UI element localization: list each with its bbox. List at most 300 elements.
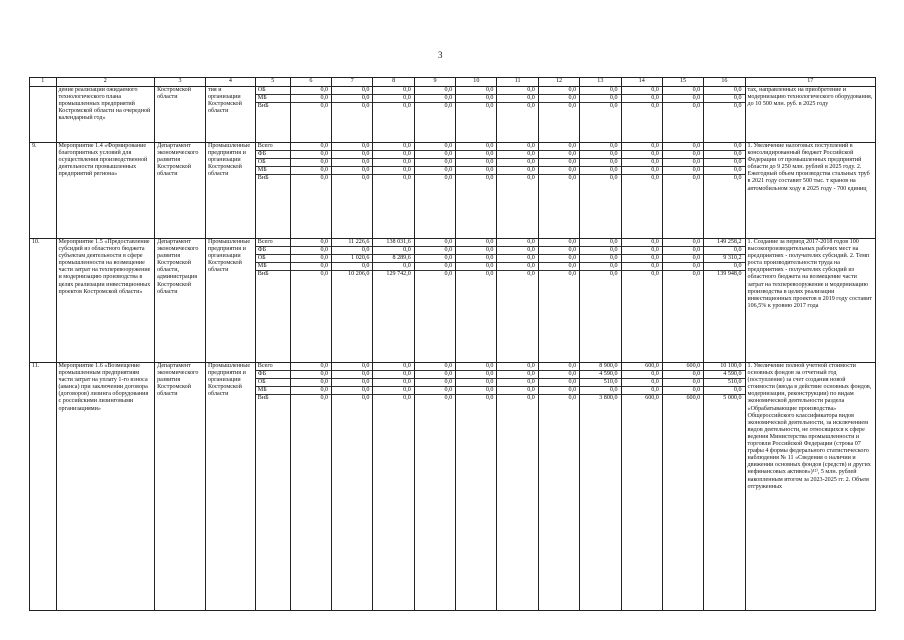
funding-source-label: ОБ — [256, 379, 290, 387]
value: 0,0 — [568, 395, 577, 401]
value: 0,0 — [361, 395, 370, 401]
value: 0,0 — [622, 159, 662, 167]
funding-source-label: ОБ — [256, 255, 290, 263]
header-cell: 1 — [30, 78, 57, 87]
value-cell — [414, 87, 455, 143]
header-cell: 16 — [704, 78, 745, 87]
funding-source-label: ВнБ — [257, 271, 269, 277]
value-cell — [580, 363, 621, 611]
value: 0,0 — [704, 167, 744, 175]
value: 139 948,0 — [717, 271, 742, 277]
value: 10 206,0 — [348, 271, 370, 277]
value: 10 100,0 — [704, 363, 744, 371]
value-cell — [373, 363, 414, 611]
value: 0,0 — [291, 387, 331, 395]
value-cell — [621, 87, 662, 143]
value: 0,0 — [403, 103, 411, 109]
value: 0,0 — [568, 103, 577, 109]
expected-result: 1. Увеличение полной учетной стоимости основных фондов за отчетный год (поступление) за счет создания новой стоимости (ввода в действие основных фондов, модернизации, реконструкции) по видам экономической деятельности раздела «Обрабатывающие производства» Общероссийского классификатора видов экономической деятельности, за исключением видов деятельности, не относящихся к сфере ведения Министерства промышленности и торговли Российской Федерации (строка 07 графы 4 формы федерального статистического наблюдения № 11 «Сведения о наличии и движении основных фондов (средств) и других нефинансовых активов»)¹²⁾, 5 млн. рублей накопленным итогом за 2023-2025 гг. 2. Объем отгруженных — [745, 363, 875, 611]
value: 0,0 — [580, 159, 620, 167]
value-cell — [456, 239, 497, 363]
value-cell — [621, 143, 662, 239]
value: 0,0 — [539, 371, 579, 379]
value: 0,0 — [539, 255, 579, 263]
value: 0,0 — [527, 175, 535, 181]
value: 0,0 — [332, 363, 372, 371]
value: 8 289,6 — [373, 255, 413, 263]
value: 0,0 — [733, 175, 742, 181]
value-cell — [704, 239, 745, 363]
value: 0,0 — [415, 239, 455, 247]
value: 0,0 — [444, 103, 453, 109]
value: 0,0 — [580, 387, 620, 395]
header-cell: 7 — [332, 78, 373, 87]
value: 0,0 — [444, 175, 453, 181]
value-cell — [290, 143, 331, 239]
value-cell — [414, 239, 455, 363]
value: 0,0 — [415, 379, 455, 387]
value: 0,0 — [332, 159, 372, 167]
value: 0,0 — [291, 151, 331, 159]
value: 9 310,2 — [704, 255, 744, 263]
funding-source-label: МБ — [256, 95, 290, 103]
value: 0,0 — [415, 167, 455, 175]
value: 0,0 — [332, 371, 372, 379]
value: 0,0 — [609, 271, 618, 277]
funding-source-label: ОБ — [256, 87, 290, 95]
value: 0,0 — [539, 363, 579, 371]
value: 0,0 — [485, 395, 494, 401]
value: 0,0 — [291, 143, 331, 151]
value: 0,0 — [456, 371, 496, 379]
value: 0,0 — [332, 95, 372, 103]
value: 0,0 — [456, 247, 496, 255]
value-cell — [538, 87, 579, 143]
header-cell: 10 — [456, 78, 497, 87]
value: 0,0 — [497, 247, 537, 255]
value: 0,0 — [651, 103, 659, 109]
value: 149 258,2 — [704, 239, 744, 247]
funding-source-label: ВнБ — [257, 395, 269, 401]
value: 0,0 — [663, 263, 703, 271]
value: 0,0 — [622, 255, 662, 263]
value: 0,0 — [580, 87, 620, 95]
value-cell — [497, 239, 538, 363]
value: 0,0 — [663, 387, 703, 395]
value: 0,0 — [373, 143, 413, 151]
event-name: дение реализации ожидаемого технологического плана промышленных предприятий Костромской области на очередной календарный год» — [56, 87, 155, 143]
event-name: Мероприятие 1.4 «Формирование благоприятных условий для осуществления производственной деятельности промышленных предприятий региона» — [56, 143, 155, 239]
funding-sources — [255, 363, 290, 611]
funding-source-label: МБ — [256, 387, 290, 395]
value-cell — [332, 87, 373, 143]
value: 0,0 — [622, 143, 662, 151]
value: 0,0 — [291, 263, 331, 271]
header-cell: 2 — [56, 78, 155, 87]
value: 0,0 — [622, 371, 662, 379]
header-cell: 13 — [580, 78, 621, 87]
executor: Департамент экономического развития Костромской области — [155, 363, 206, 611]
value: 0,0 — [497, 151, 537, 159]
value-cell — [621, 239, 662, 363]
value: 0,0 — [622, 263, 662, 271]
value: 0,0 — [704, 159, 744, 167]
value: 0,0 — [539, 167, 579, 175]
value: 0,0 — [456, 263, 496, 271]
value: 8 900,0 — [580, 363, 620, 371]
value: 0,0 — [456, 363, 496, 371]
value: 1 020,6 — [332, 255, 372, 263]
value: 0,0 — [539, 239, 579, 247]
value: 0,0 — [415, 363, 455, 371]
value: 0,0 — [527, 103, 535, 109]
value: 0,0 — [373, 387, 413, 395]
value: 0,0 — [692, 175, 701, 181]
value: 0,0 — [373, 363, 413, 371]
value: 0,0 — [663, 151, 703, 159]
value-cell — [580, 143, 621, 239]
funding-source-label: ВнБ — [257, 175, 269, 181]
value: 0,0 — [733, 103, 742, 109]
value: 0,0 — [663, 239, 703, 247]
header-cell: 11 — [497, 78, 538, 87]
value: 0,0 — [444, 271, 453, 277]
value-cell — [290, 87, 331, 143]
value: 0,0 — [568, 271, 577, 277]
value-cell — [332, 143, 373, 239]
value: 600,0 — [663, 363, 703, 371]
value: 0,0 — [663, 255, 703, 263]
value: 0,0 — [332, 87, 372, 95]
value: 0,0 — [291, 87, 331, 95]
value-cell — [662, 363, 703, 611]
executor: Департамент экономического развития Костромской области — [155, 143, 206, 239]
header-cell: 9 — [414, 78, 455, 87]
value: 0,0 — [444, 395, 453, 401]
value-cell — [497, 87, 538, 143]
value: 3 800,0 — [599, 395, 618, 401]
value: 0,0 — [539, 247, 579, 255]
table-row — [30, 363, 876, 611]
header-row — [30, 78, 876, 87]
value: 0,0 — [497, 371, 537, 379]
value-cell — [332, 363, 373, 611]
value: 0,0 — [580, 143, 620, 151]
value: 0,0 — [622, 151, 662, 159]
value-cell — [538, 363, 579, 611]
value-cell — [456, 363, 497, 611]
value: 0,0 — [332, 263, 372, 271]
value: 0,0 — [692, 103, 701, 109]
value: 0,0 — [291, 167, 331, 175]
value: 0,0 — [456, 387, 496, 395]
value: 0,0 — [415, 143, 455, 151]
value: 0,0 — [704, 151, 744, 159]
value: 0,0 — [373, 247, 413, 255]
value-cell — [414, 363, 455, 611]
value: 0,0 — [497, 143, 537, 151]
value: 0,0 — [580, 263, 620, 271]
value-cell — [373, 87, 414, 143]
value: 0,0 — [539, 263, 579, 271]
value: 0,0 — [704, 143, 744, 151]
value: 0,0 — [580, 255, 620, 263]
value-cell — [373, 143, 414, 239]
value: 0,0 — [580, 167, 620, 175]
value-cell — [332, 239, 373, 363]
value: 0,0 — [332, 143, 372, 151]
expected-result: 1. Создание за период 2017-2018 годов 100 высокопроизводительных рабочих мест на предприятиях - получателях субсидий. 2. Темп роста производительности труда на предприятиях - получателях субсидий из областного бюджета на возмещение части затрат на техперевооружение и модернизацию производства в целях реализации инвестиционных проектов в 2019 году составит 106,5% к уровню 2017 года — [745, 239, 875, 363]
value: 0,0 — [663, 87, 703, 95]
participant: тия и организации Костромской области — [205, 87, 255, 143]
page-number: 3 — [438, 50, 443, 60]
value: 0,0 — [663, 247, 703, 255]
value: 0,0 — [539, 151, 579, 159]
value: 0,0 — [485, 175, 494, 181]
value: 0,0 — [291, 247, 331, 255]
header-cell: 5 — [255, 78, 290, 87]
value-cell — [538, 239, 579, 363]
value-cell — [662, 239, 703, 363]
value: 0,0 — [622, 87, 662, 95]
value: 0,0 — [622, 95, 662, 103]
value: 4 590,0 — [580, 371, 620, 379]
value-cell — [456, 143, 497, 239]
value: 0,0 — [291, 371, 331, 379]
value: 0,0 — [663, 167, 703, 175]
header-cell: 4 — [205, 78, 255, 87]
value: 0,0 — [527, 271, 535, 277]
value-cell — [456, 87, 497, 143]
header-cell: 15 — [662, 78, 703, 87]
value: 0,0 — [373, 167, 413, 175]
value: 600,0 — [622, 363, 662, 371]
funding-source-label: Всего — [256, 363, 290, 371]
value: 0,0 — [415, 387, 455, 395]
value: 0,0 — [622, 167, 662, 175]
row-number — [30, 87, 57, 143]
value: 0,0 — [332, 387, 372, 395]
value: 510,0 — [580, 379, 620, 387]
value-cell — [704, 363, 745, 611]
value: 0,0 — [291, 379, 331, 387]
value: 0,0 — [580, 247, 620, 255]
value-cell — [290, 363, 331, 611]
value: 0,0 — [320, 395, 329, 401]
value: 600,0 — [645, 395, 659, 401]
value-cell — [621, 363, 662, 611]
value: 0,0 — [361, 175, 370, 181]
value: 0,0 — [361, 103, 370, 109]
value: 0,0 — [415, 151, 455, 159]
value-cell — [497, 363, 538, 611]
value: 4 590,0 — [704, 371, 744, 379]
funding-source-label: Всего — [256, 143, 290, 151]
value: 0,0 — [704, 87, 744, 95]
value: 0,0 — [456, 95, 496, 103]
value: 0,0 — [539, 379, 579, 387]
value: 0,0 — [415, 159, 455, 167]
event-name: Мероприятие 1.5 «Предоставление субсидий из областного бюджета субъектам деятельности в сфере промышленности на возмещение части затрат на техперевооружение и модернизацию производства в целях реализации инвестиционных проектов Костромской области» — [56, 239, 155, 363]
value: 0,0 — [456, 143, 496, 151]
value: 0,0 — [704, 95, 744, 103]
value: 0,0 — [497, 255, 537, 263]
value: 0,0 — [373, 263, 413, 271]
value: 0,0 — [320, 175, 329, 181]
funding-source-label: ФБ — [256, 151, 290, 159]
value: 0,0 — [692, 271, 701, 277]
value: 0,0 — [663, 159, 703, 167]
value: 0,0 — [580, 95, 620, 103]
value: 0,0 — [320, 271, 329, 277]
executor: Департамент экономического развития Костромской области, администрация Костромской области — [155, 239, 206, 363]
value: 0,0 — [539, 95, 579, 103]
value: 0,0 — [291, 255, 331, 263]
value: 0,0 — [651, 175, 659, 181]
value: 0,0 — [539, 143, 579, 151]
value: 0,0 — [373, 87, 413, 95]
value: 11 226,6 — [332, 239, 372, 247]
value: 0,0 — [291, 239, 331, 247]
value: 0,0 — [373, 371, 413, 379]
funding-source-label: ФБ — [256, 247, 290, 255]
value: 0,0 — [622, 379, 662, 387]
value: 0,0 — [485, 271, 494, 277]
value: 0,0 — [580, 151, 620, 159]
value: 129 742,0 — [386, 271, 411, 277]
value: 0,0 — [663, 371, 703, 379]
row-number: 9. — [30, 143, 57, 239]
value: 0,0 — [622, 387, 662, 395]
value: 0,0 — [497, 239, 537, 247]
value: 0,0 — [373, 151, 413, 159]
value: 0,0 — [497, 87, 537, 95]
value-cell — [373, 239, 414, 363]
value: 0,0 — [704, 247, 744, 255]
table-row — [30, 87, 876, 143]
participant: Промышленные предприятия и организации Костромской области — [205, 143, 255, 239]
executor: Костромской области — [155, 87, 206, 143]
value: 0,0 — [663, 379, 703, 387]
value: 0,0 — [497, 167, 537, 175]
value: 0,0 — [663, 95, 703, 103]
value: 0,0 — [663, 143, 703, 151]
funding-sources — [255, 239, 290, 363]
value: 0,0 — [415, 247, 455, 255]
funding-source-label: ОБ — [256, 159, 290, 167]
header-cell: 3 — [155, 78, 206, 87]
value: 0,0 — [704, 263, 744, 271]
participant: Промышленные предприятия и организации Костромской области — [205, 363, 255, 611]
header-cell: 17 — [745, 78, 875, 87]
program-table — [29, 77, 876, 611]
row-number: 11. — [30, 363, 57, 611]
value: 0,0 — [651, 271, 659, 277]
header-cell: 12 — [538, 78, 579, 87]
value: 0,0 — [373, 379, 413, 387]
value: 0,0 — [580, 239, 620, 247]
value: 0,0 — [332, 247, 372, 255]
value: 0,0 — [332, 151, 372, 159]
value: 0,0 — [497, 263, 537, 271]
value: 0,0 — [539, 387, 579, 395]
value: 0,0 — [332, 167, 372, 175]
value-cell — [290, 239, 331, 363]
value: 0,0 — [497, 95, 537, 103]
funding-sources — [255, 143, 290, 239]
value-cell — [704, 87, 745, 143]
value: 0,0 — [539, 159, 579, 167]
header-cell: 8 — [373, 78, 414, 87]
event-name: Мероприятие 1.6 «Возмещение промышленным предприятиям части затрат на уплату 1-го взноса (аванса) при заключении договора (договоров) лизинга оборудования с российскими лизинговыми организациями» — [56, 363, 155, 611]
funding-source-label: ВнБ — [257, 103, 269, 109]
funding-sources — [255, 87, 290, 143]
value: 0,0 — [568, 175, 577, 181]
value: 0,0 — [332, 379, 372, 387]
value: 0,0 — [415, 87, 455, 95]
value: 0,0 — [456, 167, 496, 175]
value-cell — [704, 143, 745, 239]
value-cell — [662, 87, 703, 143]
value: 0,0 — [456, 379, 496, 387]
value: 0,0 — [456, 159, 496, 167]
value: 0,0 — [497, 379, 537, 387]
value-cell — [580, 87, 621, 143]
expected-result: тах, направленных на приобретение и модернизацию технологического оборудования, до 10 500 млн. руб. в 2025 году — [745, 87, 875, 143]
value-cell — [580, 239, 621, 363]
value: 0,0 — [497, 363, 537, 371]
value-cell — [538, 143, 579, 239]
row-number: 10. — [30, 239, 57, 363]
value: 0,0 — [373, 95, 413, 103]
value: 0,0 — [456, 87, 496, 95]
value: 0,0 — [527, 395, 535, 401]
value: 600,0 — [686, 395, 701, 401]
value: 0,0 — [609, 103, 618, 109]
value: 0,0 — [485, 103, 494, 109]
value: 138 031,6 — [373, 239, 413, 247]
funding-source-label: МБ — [256, 263, 290, 271]
value: 510,0 — [704, 379, 744, 387]
value: 0,0 — [415, 263, 455, 271]
value: 0,0 — [622, 247, 662, 255]
table-row — [30, 143, 876, 239]
header-cell: 6 — [290, 78, 331, 87]
value: 0,0 — [415, 371, 455, 379]
value: 0,0 — [320, 103, 329, 109]
value-cell — [497, 143, 538, 239]
value: 0,0 — [403, 175, 411, 181]
value: 0,0 — [415, 95, 455, 103]
value: 0,0 — [456, 255, 496, 263]
value: 0,0 — [415, 255, 455, 263]
value-cell — [414, 143, 455, 239]
value: 0,0 — [704, 387, 744, 395]
value: 0,0 — [539, 87, 579, 95]
value: 0,0 — [622, 239, 662, 247]
header-cell: 14 — [621, 78, 662, 87]
funding-source-label: МБ — [256, 167, 290, 175]
value: 0,0 — [291, 363, 331, 371]
value: 0,0 — [609, 175, 618, 181]
value: 0,0 — [291, 95, 331, 103]
value: 0,0 — [497, 159, 537, 167]
value: 0,0 — [456, 239, 496, 247]
value: 5 000,0 — [723, 395, 742, 401]
participant: Промышленные предприятия и организации Костромской области — [205, 239, 255, 363]
table-row — [30, 239, 876, 363]
value-cell — [662, 143, 703, 239]
